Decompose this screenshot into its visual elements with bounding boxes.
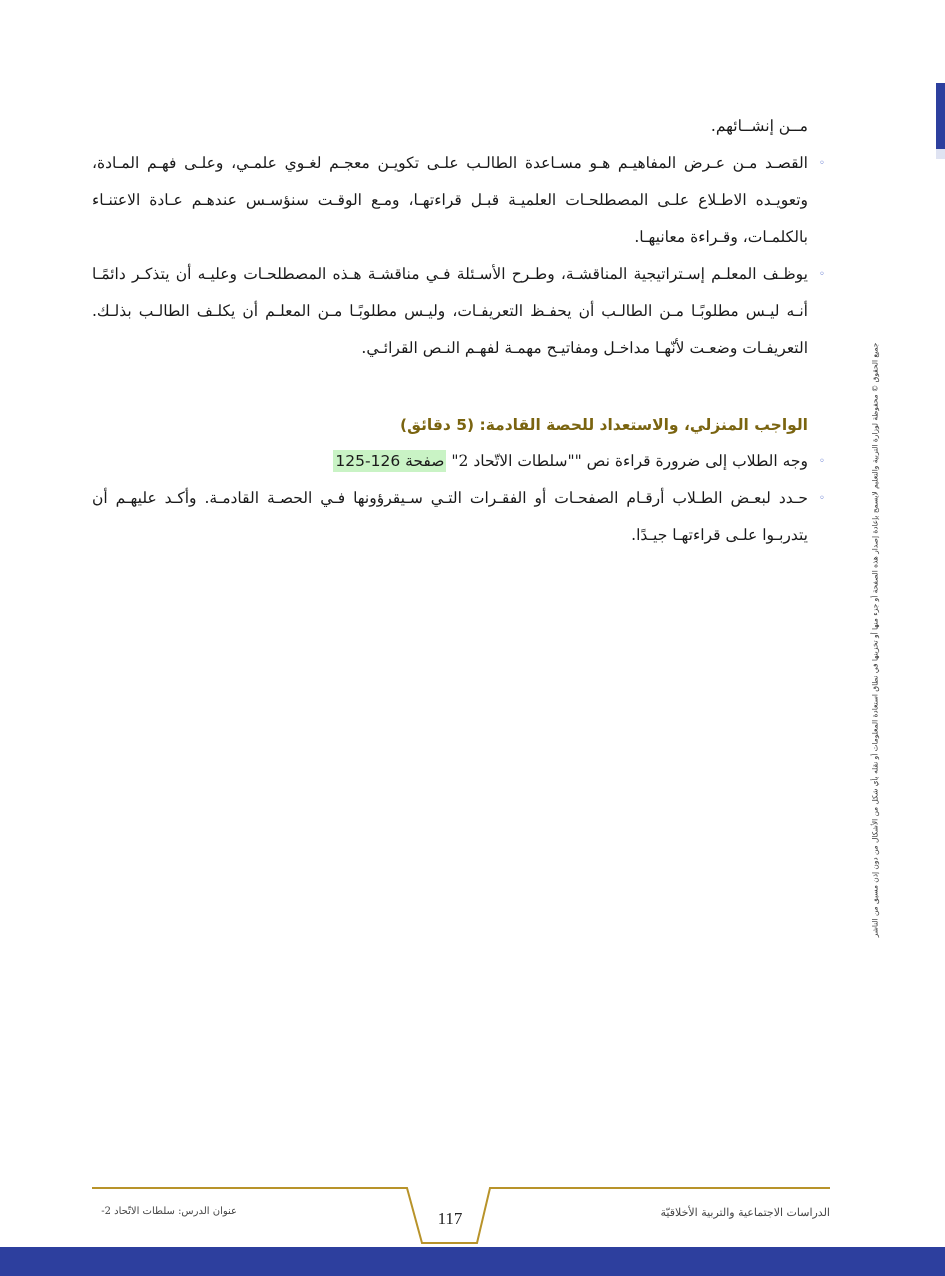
bottom-color-bar	[0, 1247, 945, 1276]
list-item	[92, 480, 825, 554]
bullet-circle-icon: ◦	[819, 269, 825, 280]
main-content	[92, 108, 825, 554]
intro-line: مــن إنشــائهم.	[710, 117, 808, 135]
footer-lesson-title: عنوان الدرس: سلطات الاتّحاد 2-	[101, 1206, 237, 1217]
bullet-text: القصـد مـن عـرض المفاهيـم هـو مسـاعدة الطالـب علـى تكويـن معجـم لغـوي علمـي، وعلـى فهـم المـادة، وتعويـده الاطـلاع علـى المصطلحـات العلميـة قبـل قراءتهـا، ومـع الوقـت سنؤسـس عندهـم عـادة الاعتنـاء بالكلمـات، وقـراءة معانيهـا.	[92, 154, 808, 246]
highlighted-pages: صفحة 126-125	[335, 452, 445, 470]
bullet-text: يوظـف المعلـم إسـتراتيجية المناقشـة، وطـرح الأسـئلة فـي مناقشـة هـذه المصطلحـات وعليـه أن يتذكـر دائمًـا أنـه ليـس مطلوبًـا مـن الطالـب أن يحفـظ التعريفـات، وليـس مطلوبًـا مـن المعلـم أن يكلـف الطالـب بذلـك. التعريفـات وضعـت لأنّهـا مداخـل ومفاتيـح مهمـة لفهـم النـص القرائـي.	[92, 265, 808, 357]
bullet-circle-icon: ◦	[819, 158, 825, 169]
list-item	[92, 443, 825, 480]
copyright-text: جميع الحقوق © محفوظة لوزارة التربية والتعليم لايسمح بإعادة إصدار هذه الصفحة أو جزء منها أو تخزينها في نطاق استعادة المعلومات أو نقله بأي شكل من الأشكال من دون إذن مسبق من الناشر	[870, 342, 880, 938]
homework-text	[92, 443, 808, 480]
bullet-circle-icon: ◦	[819, 493, 825, 504]
top-edge-tab-light	[936, 149, 945, 159]
top-edge-tab	[936, 83, 945, 149]
page-number: 117	[437, 1209, 463, 1228]
bullet-text: حـدد لبعـض الطـلاب أرقـام الصفحـات أو الفقـرات التـي سـيقرؤونها فـي الحصـة القادمـة. وأكـد عليهـم أن يتدربـوا علـى قراءتهـا جيـدًا.	[92, 489, 808, 544]
bullet-circle-icon: ◦	[819, 456, 825, 467]
homework-prefix: وجه الطلاب إلى ضرورة قراءة نص ""سلطات الاتّحاد 2"	[451, 452, 808, 470]
list-item	[92, 256, 825, 367]
footer-subject: الدراسات الاجتماعية والتربية الأخلاقيّة	[660, 1206, 830, 1219]
homework-heading: الواجب المنزلي، والاستعداد للحصة القادمة: (5 دقائق)	[400, 416, 808, 434]
list-item	[92, 145, 825, 256]
